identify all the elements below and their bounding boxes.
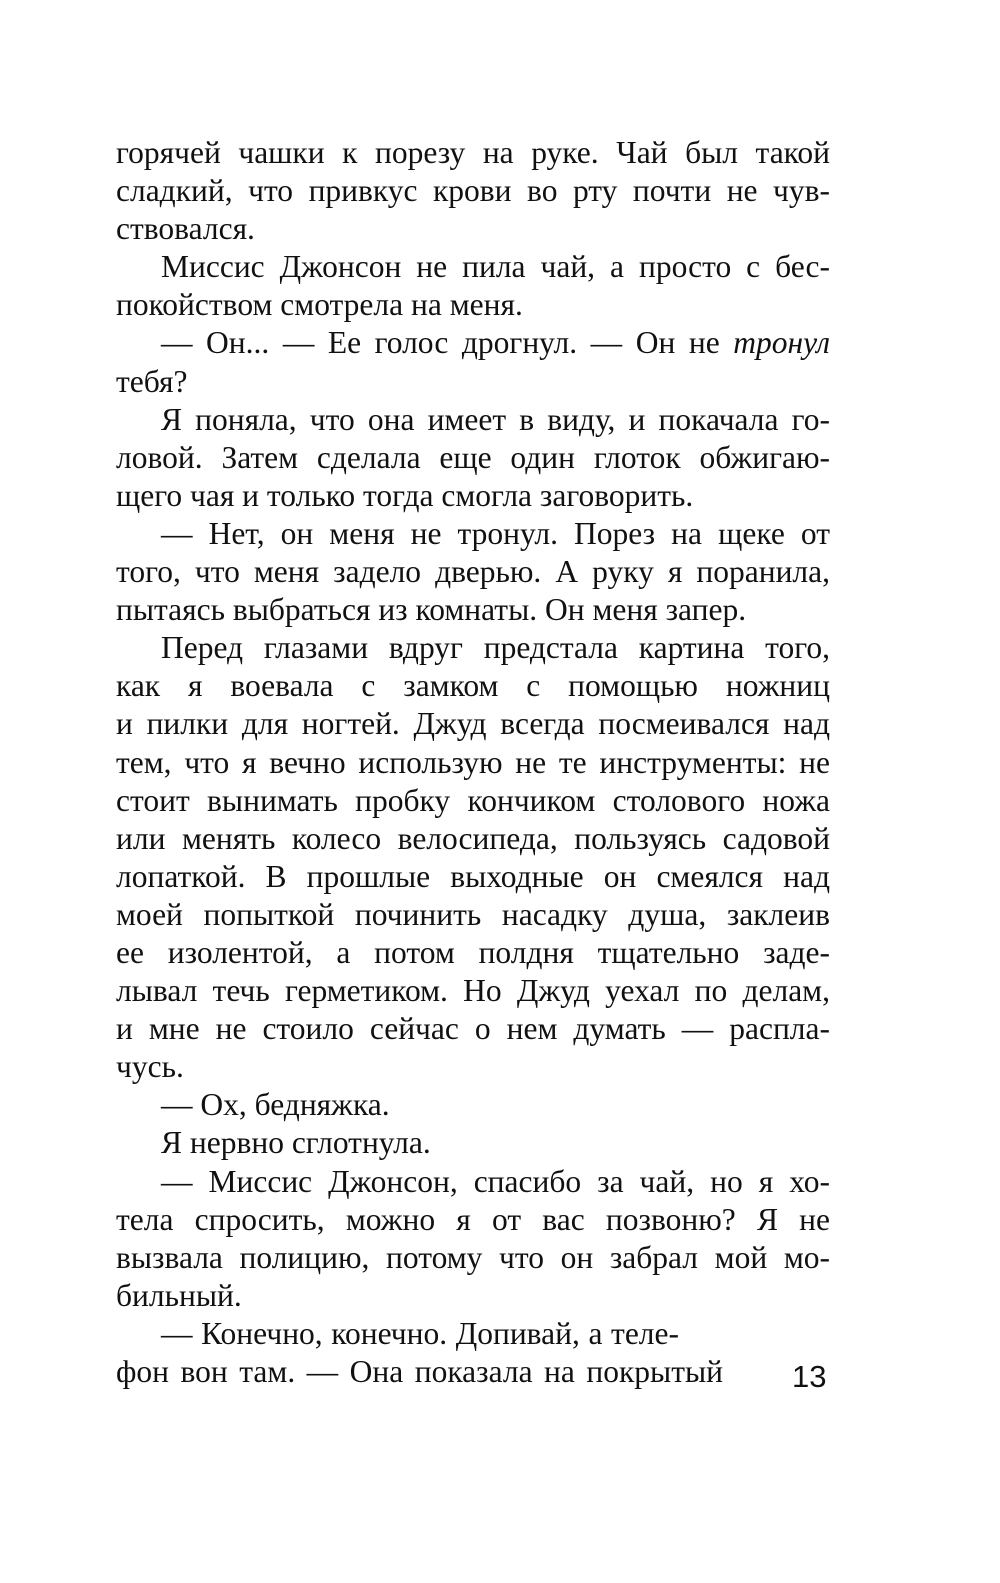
text-line: стоит вынимать пробку кончиком столового ножа <box>116 782 830 818</box>
text-line: бильный. <box>116 1277 242 1313</box>
text-line: моей попыткой починить насадку душа, заклеив <box>116 896 830 932</box>
text-line: лопаткой. В прошлые выходные он смеялся над <box>116 858 830 894</box>
text-line: Миссис Джонсон не пила чай, а просто с бес- <box>161 249 830 285</box>
text-line: и мне не стоило сейчас о нем думать — распла- <box>116 1011 830 1047</box>
text-line: — Ох, бедняжка. <box>161 1087 390 1123</box>
text-line: ловой. Затем сделала еще один глоток обжигаю- <box>116 439 830 475</box>
text-line: чусь. <box>116 1049 184 1085</box>
page-number: 13 <box>792 1359 827 1394</box>
text-line: пытаясь выбраться из комнаты. Он меня запер. <box>116 592 747 628</box>
text-line: — Нет, он меня не тронул. Порез на щеке от <box>161 515 830 551</box>
text-line: — Миссис Джонсон, спасибо за чай, но я хо- <box>161 1163 830 1199</box>
text-line: и пилки для ногтей. Джуд всегда посмеивался над <box>116 706 830 742</box>
text-line: ствовался. <box>116 211 255 247</box>
text-line: вызвала полицию, потому что он забрал мой мо- <box>116 1239 830 1275</box>
text-line: лывал течь герметиком. Но Джуд уехал по делам, <box>116 973 830 1009</box>
text-line: ее изолентой, а потом полдня тщательно заде- <box>116 934 830 970</box>
text-line: тем, что я вечно использую не те инструменты: не <box>116 744 830 780</box>
text-line: — Конечно, конечно. Допивай, а теле- <box>161 1315 679 1351</box>
text-line: как я воевала с замком с помощью ножниц <box>116 668 830 704</box>
text-line: покойством смотрела на меня. <box>116 287 523 323</box>
body-text <box>116 134 830 1391</box>
text-line <box>116 324 830 362</box>
text-line: тебя? <box>116 363 188 399</box>
text-line: или менять колесо велосипеда, пользуясь садовой <box>116 820 830 856</box>
dialogue-text: — Он... — Ее голос дрогнул. — Он не <box>161 325 720 361</box>
text-line: тела спросить, можно я от вас позвоню? Я не <box>116 1201 830 1237</box>
text-line: того, что меня задело дверью. А руку я поранила, <box>116 554 830 590</box>
text-line: фон вон там. — Она показала на покрытый <box>116 1354 723 1389</box>
text-line: Перед глазами вдруг предстала картина того, <box>161 630 830 666</box>
text-line: Я поняла, что она имеет в виду, и покачала го- <box>161 401 830 437</box>
text-line: Я нервно сглотнула. <box>161 1125 431 1161</box>
italic-word: тронул <box>733 325 830 361</box>
text-line: сладкий, что привкус крови во рту почти не чув- <box>116 173 830 209</box>
text-line: щего чая и только тогда смогла заговорить. <box>116 477 694 513</box>
text-line: горячей чашки к порезу на руке. Чай был такой <box>116 135 830 170</box>
